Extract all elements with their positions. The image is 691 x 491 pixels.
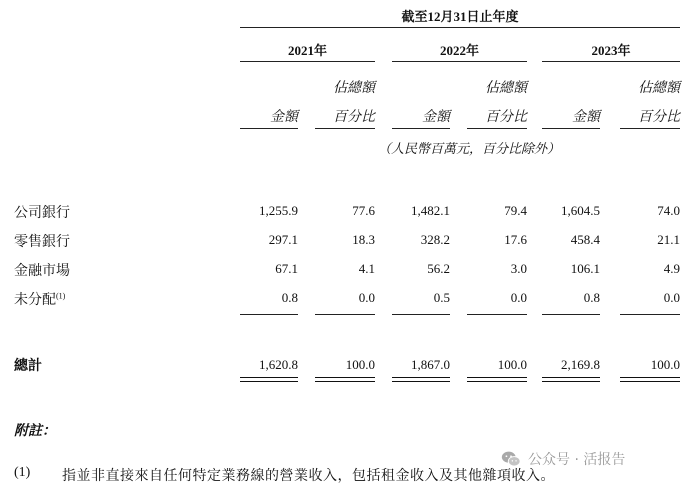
- amount-header-2022: 金額: [422, 110, 450, 125]
- total-2021-amount: 1,620.8: [259, 357, 298, 372]
- subtotal-line-pct-2022: [467, 314, 527, 315]
- wechat-icon: [500, 448, 522, 470]
- year-header-2022: 2022年: [439, 43, 479, 58]
- row-label: 金融市場: [14, 264, 70, 279]
- cell-2022-amount: 1,482.1: [411, 203, 450, 218]
- cell-2023-amount: 1,604.5: [561, 203, 600, 218]
- col-underline-pct-2021: [315, 128, 375, 129]
- pct-header-2023-line2: 百分比: [638, 110, 680, 125]
- subtotal-line-amt-2023: [542, 314, 600, 315]
- col-underline-amt-2023: [542, 128, 600, 129]
- pct-header-2021-line1: 佔總額: [333, 81, 375, 96]
- total-2022-pct: 100.0: [497, 357, 527, 372]
- cell-2022-pct: 0.0: [510, 290, 527, 305]
- cell-2021-amount: 297.1: [268, 232, 298, 247]
- cell-2022-pct: 17.6: [504, 232, 527, 247]
- subtotal-line-pct-2023: [620, 314, 680, 315]
- cell-2022-amount: 328.2: [420, 232, 450, 247]
- year-header-2021: 2021年: [287, 43, 327, 58]
- total-2023-pct: 100.0: [650, 357, 680, 372]
- note-number: (1): [14, 465, 31, 480]
- cell-2021-pct: 77.6: [352, 203, 375, 218]
- unit-note: （人民幣百萬元，百分比除外）: [378, 141, 561, 156]
- cell-2022-amount: 56.2: [427, 261, 450, 276]
- total-double-underline-amt-2022: [392, 377, 450, 382]
- cell-2021-pct: 18.3: [352, 232, 375, 247]
- total-double-underline-amt-2023: [542, 377, 600, 382]
- row-label: 公司銀行: [14, 206, 70, 221]
- total-2021-pct: 100.0: [345, 357, 375, 372]
- period-underline: [240, 27, 680, 28]
- watermark-text: 公众号 · 活报告: [528, 452, 626, 468]
- cell-2021-amount: 67.1: [275, 261, 298, 276]
- year-underline-2021: [240, 61, 375, 62]
- total-2023-amount: 2,169.8: [561, 357, 600, 372]
- row-label: 零售銀行: [14, 235, 70, 250]
- cell-2023-amount: 0.8: [583, 290, 600, 305]
- cell-2022-pct: 3.0: [510, 261, 527, 276]
- amount-header-2021: 金額: [270, 110, 298, 125]
- subtotal-line-amt-2021: [240, 314, 298, 315]
- total-double-underline-pct-2023: [620, 377, 680, 382]
- cell-2023-pct: 4.9: [663, 261, 680, 276]
- subtotal-line-amt-2022: [392, 314, 450, 315]
- cell-2021-amount: 1,255.9: [259, 203, 298, 218]
- cell-2023-pct: 74.0: [657, 203, 680, 218]
- cell-2023-pct: 0.0: [663, 290, 680, 305]
- col-underline-amt-2021: [240, 128, 298, 129]
- cell-2022-amount: 0.5: [433, 290, 450, 305]
- total-double-underline-amt-2021: [240, 377, 298, 382]
- year-underline-2023: [542, 61, 680, 62]
- period-header: 截至12月31日止年度: [401, 9, 519, 24]
- year-header-2023: 2023年: [591, 43, 631, 58]
- cell-2021-pct: 0.0: [358, 290, 375, 305]
- note-text: 指並非直接來自任何特定業務線的營業收入，包括租金收入及其他雜項收入。: [62, 469, 555, 484]
- cell-2023-amount: 458.4: [570, 232, 600, 247]
- cell-2023-amount: 106.1: [570, 261, 600, 276]
- total-double-underline-pct-2022: [467, 377, 527, 382]
- col-underline-pct-2023: [620, 128, 680, 129]
- amount-header-2023: 金額: [572, 110, 600, 125]
- pct-header-2021-line2: 百分比: [333, 110, 375, 125]
- cell-2023-pct: 21.1: [657, 232, 680, 247]
- col-underline-amt-2022: [392, 128, 450, 129]
- pct-header-2022-line1: 佔總額: [485, 81, 527, 96]
- row-label: 未分配$^{(1)}$: [14, 291, 66, 308]
- subtotal-line-pct-2021: [315, 314, 375, 315]
- cell-2021-amount: 0.8: [281, 290, 298, 305]
- year-underline-2022: [392, 61, 527, 62]
- cell-2022-pct: 79.4: [504, 203, 527, 218]
- total-label: 總計: [14, 359, 42, 374]
- watermark: [500, 448, 625, 470]
- total-2022-amount: 1,867.0: [411, 357, 450, 372]
- cell-2021-pct: 4.1: [358, 261, 375, 276]
- notes-title: 附註：: [14, 424, 56, 439]
- pct-header-2023-line1: 佔總額: [638, 81, 680, 96]
- total-double-underline-pct-2021: [315, 377, 375, 382]
- pct-header-2022-line2: 百分比: [485, 110, 527, 125]
- col-underline-pct-2022: [467, 128, 527, 129]
